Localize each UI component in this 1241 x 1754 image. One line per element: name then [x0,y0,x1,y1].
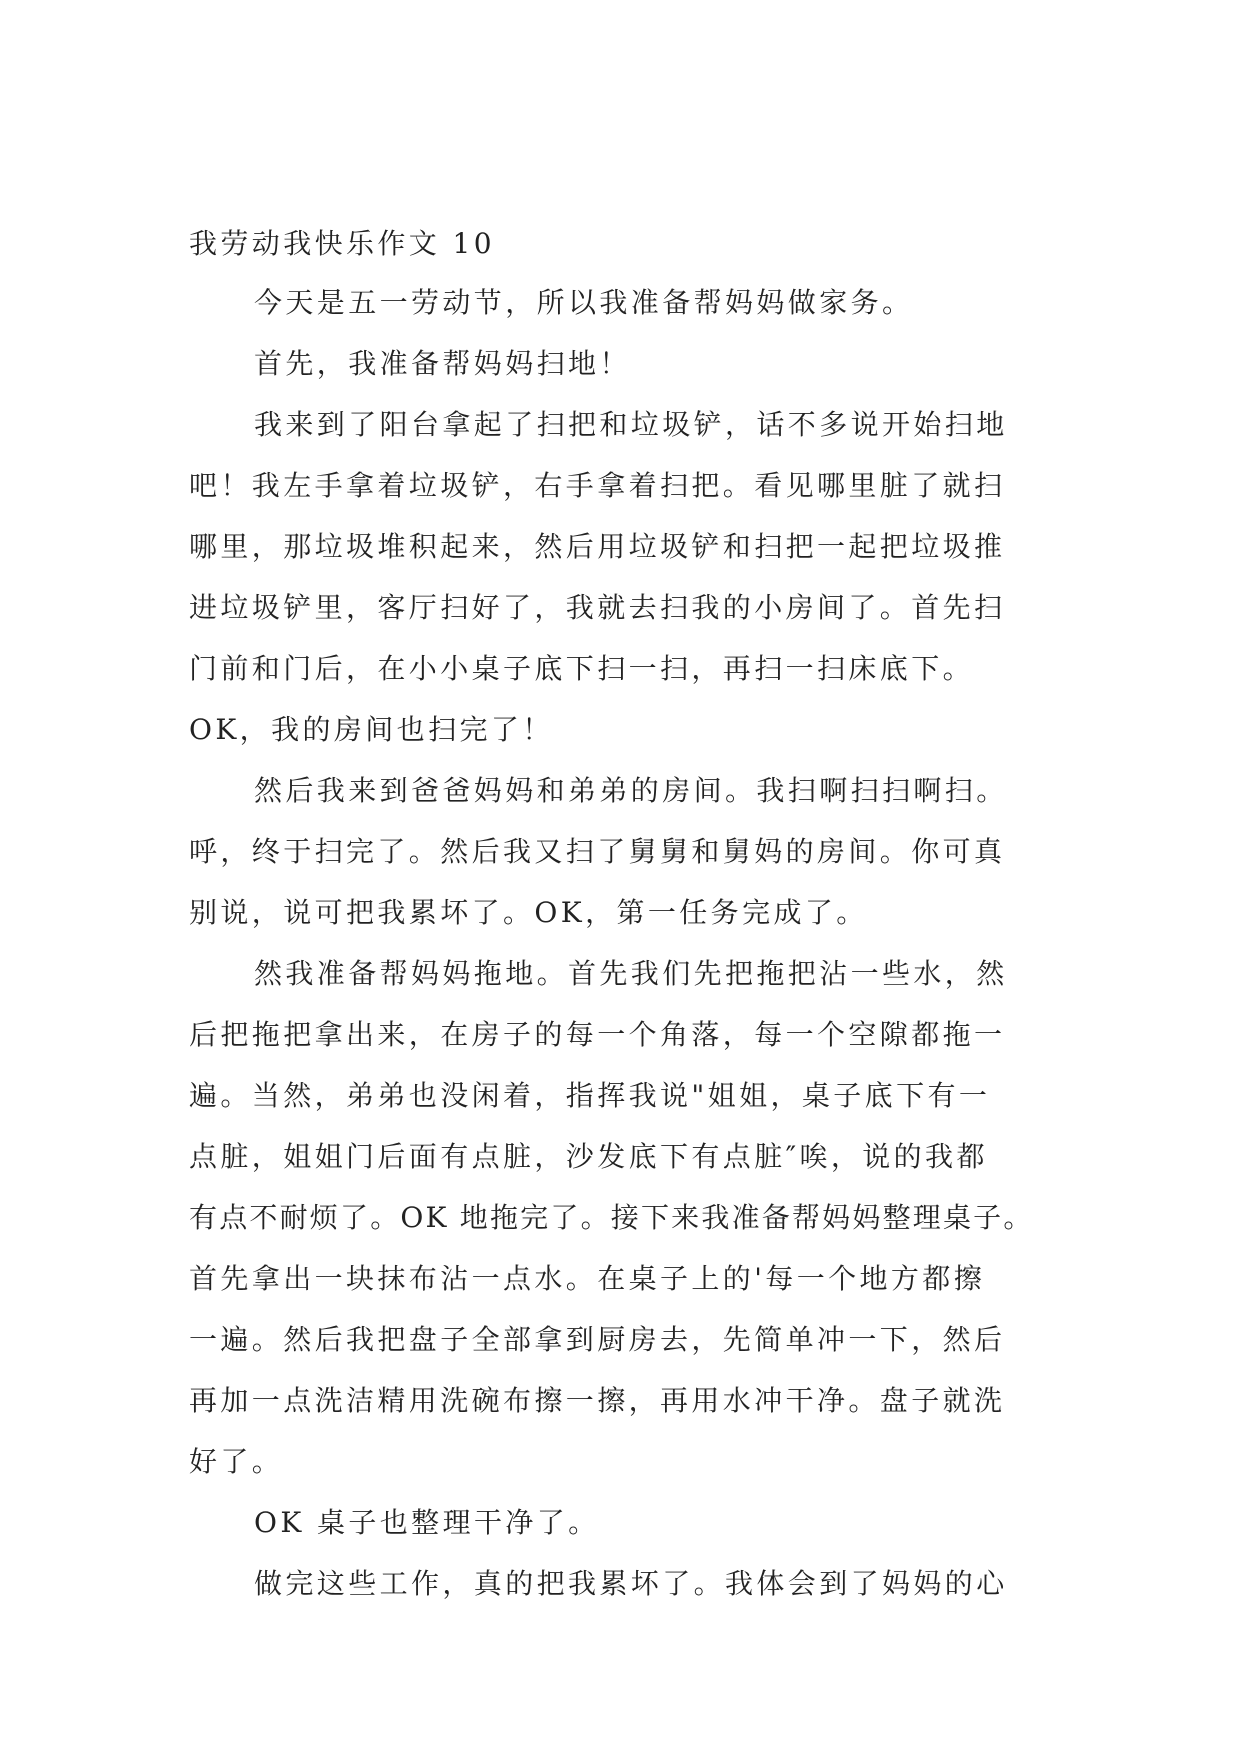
text-line: 门前和门后，在小小桌子底下扫一扫，再扫一扫床底下。 [189,652,975,685]
document-title: 我劳动我快乐作文 10 [189,227,495,260]
text-line: OK，我的房间也扫完了！ [189,713,554,746]
text-line: 我来到了阳台拿起了扫把和垃圾铲，话不多说开始扫地 [254,408,1008,441]
text-line: 今天是五一劳动节，所以我准备帮妈妈做家务。 [254,286,914,319]
text-line: 别说，说可把我累坏了。OK，第一任务完成了。 [189,896,868,929]
text-line: 首先，我准备帮妈妈扫地！ [254,347,631,380]
text-line: OK 桌子也整理干净了。 [254,1506,600,1539]
text-line: 点脏，姐姐门后面有点脏，沙发底下有点脏″唉，说的我都 [189,1140,988,1173]
text-line: 然我准备帮妈妈拖地。首先我们先把拖把沾一些水，然 [254,957,1008,990]
text-line: 然后我来到爸爸妈妈和弟弟的房间。我扫啊扫扫啊扫。 [254,774,1008,807]
text-line: 呼，终于扫完了。然后我又扫了舅舅和舅妈的房间。你可真 [189,835,1006,868]
text-line: 哪里，那垃圾堆积起来，然后用垃圾铲和扫把一起把垃圾推 [189,530,1006,563]
text-line: 一遍。然后我把盘子全部拿到厨房去，先简单冲一下，然后 [189,1323,1006,1356]
text-line: 好了。 [189,1445,284,1478]
text-line: 再加一点洗洁精用洗碗布擦一擦，再用水冲干净。盘子就洗 [189,1384,1006,1417]
text-line: 遍。当然，弟弟也没闲着，指挥我说"姐姐，桌子底下有一 [189,1079,991,1112]
text-line: 进垃圾铲里，客厅扫好了，我就去扫我的小房间了。首先扫 [189,591,1006,624]
text-line: 吧！我左手拿着垃圾铲，右手拿着扫把。看见哪里脏了就扫 [189,469,1006,502]
text-line: 做完这些工作，真的把我累坏了。我体会到了妈妈的心 [254,1567,1008,1600]
text-line: 后把拖把拿出来，在房子的每一个角落，每一个空隙都拖一 [189,1018,1006,1051]
text-line: 首先拿出一块抹布沾一点水。在桌子上的'每一个地方都擦 [189,1262,986,1295]
text-line: 有点不耐烦了。OK 地拖完了。接下来我准备帮妈妈整理桌子。 [189,1201,1034,1234]
